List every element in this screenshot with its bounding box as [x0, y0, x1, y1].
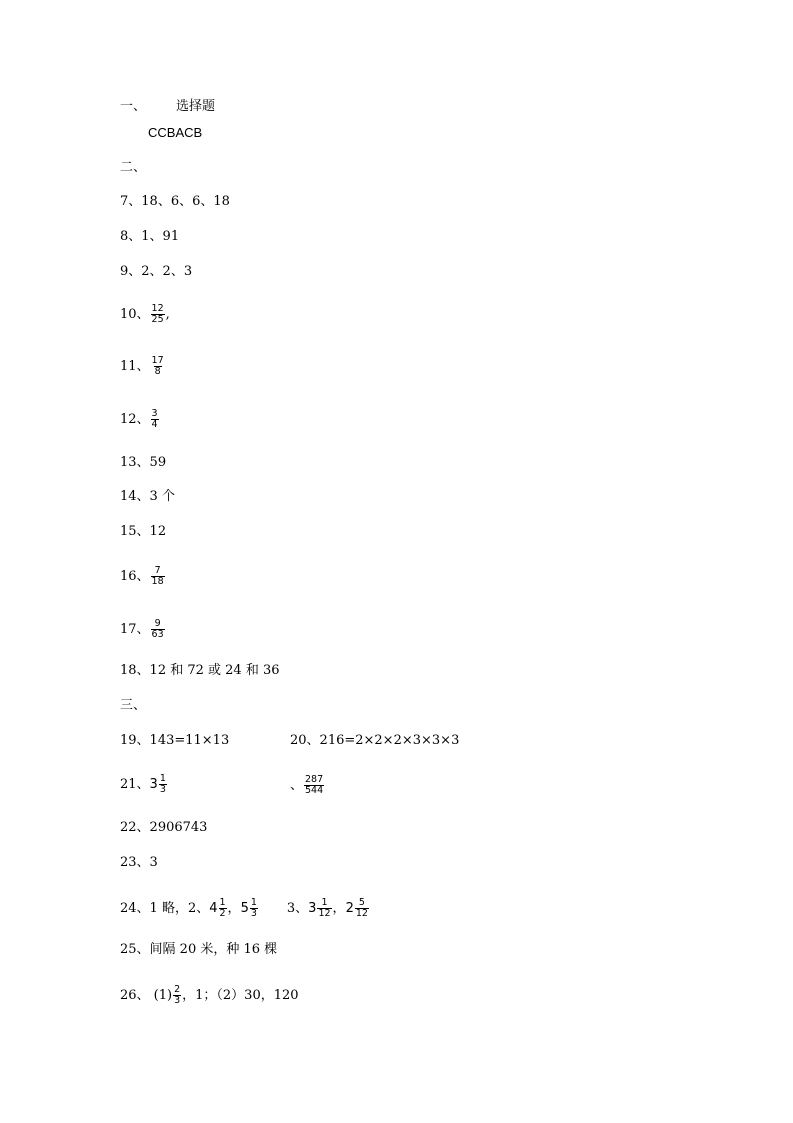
answer-q22: 22、2906743: [120, 820, 208, 835]
answer-q8: 8、1、91: [120, 229, 180, 244]
section3-heading: 三、: [120, 698, 147, 713]
answer-q24: 24、1 略，2、4 $\frac{1}{2}$ ，5 $\frac{1}{3}$ 3、3 $\frac{1}{12}$ ，2 $\frac{5}{12}$: [120, 897, 368, 919]
fraction: $\frac{5}{12}$: [355, 897, 368, 919]
fraction: $\frac{287}{544}$: [305, 774, 324, 796]
fraction: $\frac{3}{4}$: [151, 408, 158, 430]
section1-answers: CCBACB: [148, 125, 203, 140]
answer-q21: 21、3 $\frac{1}{3}$: [120, 773, 166, 795]
answer-q7: 7、18、6、6、18: [120, 194, 230, 209]
fraction: $\frac{7}{18}$: [151, 565, 164, 587]
section1-title: 选择题: [176, 99, 216, 114]
fraction: $\frac{1}{3}$: [250, 897, 257, 919]
answer-q20: 20、216=2×2×2×3×3×3: [290, 733, 460, 748]
answer-q12: 12、 $\frac{3}{4}$: [120, 408, 158, 430]
answer-q13: 13、59: [120, 455, 167, 470]
answer-q9: 9、2、2、3: [120, 264, 193, 279]
fraction: $\frac{1}{3}$: [159, 773, 166, 795]
fraction: $\frac{2}{3}$: [174, 984, 181, 1006]
answer-q25: 25、间隔 20 米，种 16 棵: [120, 942, 278, 957]
answer-q17: 17、 $\frac{9}{63}$: [120, 618, 164, 640]
answer-q26: 26、 (1) $\frac{2}{3}$ ，1；（2）30，120: [120, 984, 299, 1006]
fraction: $\frac{9}{63}$: [151, 618, 164, 640]
answer-q18: 18、12 和 72 或 24 和 36: [120, 663, 280, 678]
section2-heading: 二、: [120, 160, 147, 175]
answer-q21-second: 、 $\frac{287}{544}$: [290, 774, 324, 796]
answer-q11: 11、 $\frac{17}{8}$: [120, 355, 164, 377]
fraction: $\frac{12}{25}$: [151, 303, 164, 325]
answer-q16: 16、 $\frac{7}{18}$: [120, 565, 164, 587]
answer-q10: 10、 $\frac{12}{25}$ ,: [120, 303, 170, 325]
fraction: $\frac{1}{12}$: [318, 897, 331, 919]
answer-q23: 23、3: [120, 855, 158, 870]
answer-q19: 19、143=11×13: [120, 733, 230, 748]
section1-number: 一、: [120, 99, 147, 114]
answer-q15: 15、12: [120, 524, 167, 539]
fraction: $\frac{17}{8}$: [151, 355, 164, 377]
answer-q14: 14、3 个: [120, 489, 175, 504]
fraction: $\frac{1}{2}$: [219, 897, 226, 919]
section1-heading: [120, 98, 215, 116]
